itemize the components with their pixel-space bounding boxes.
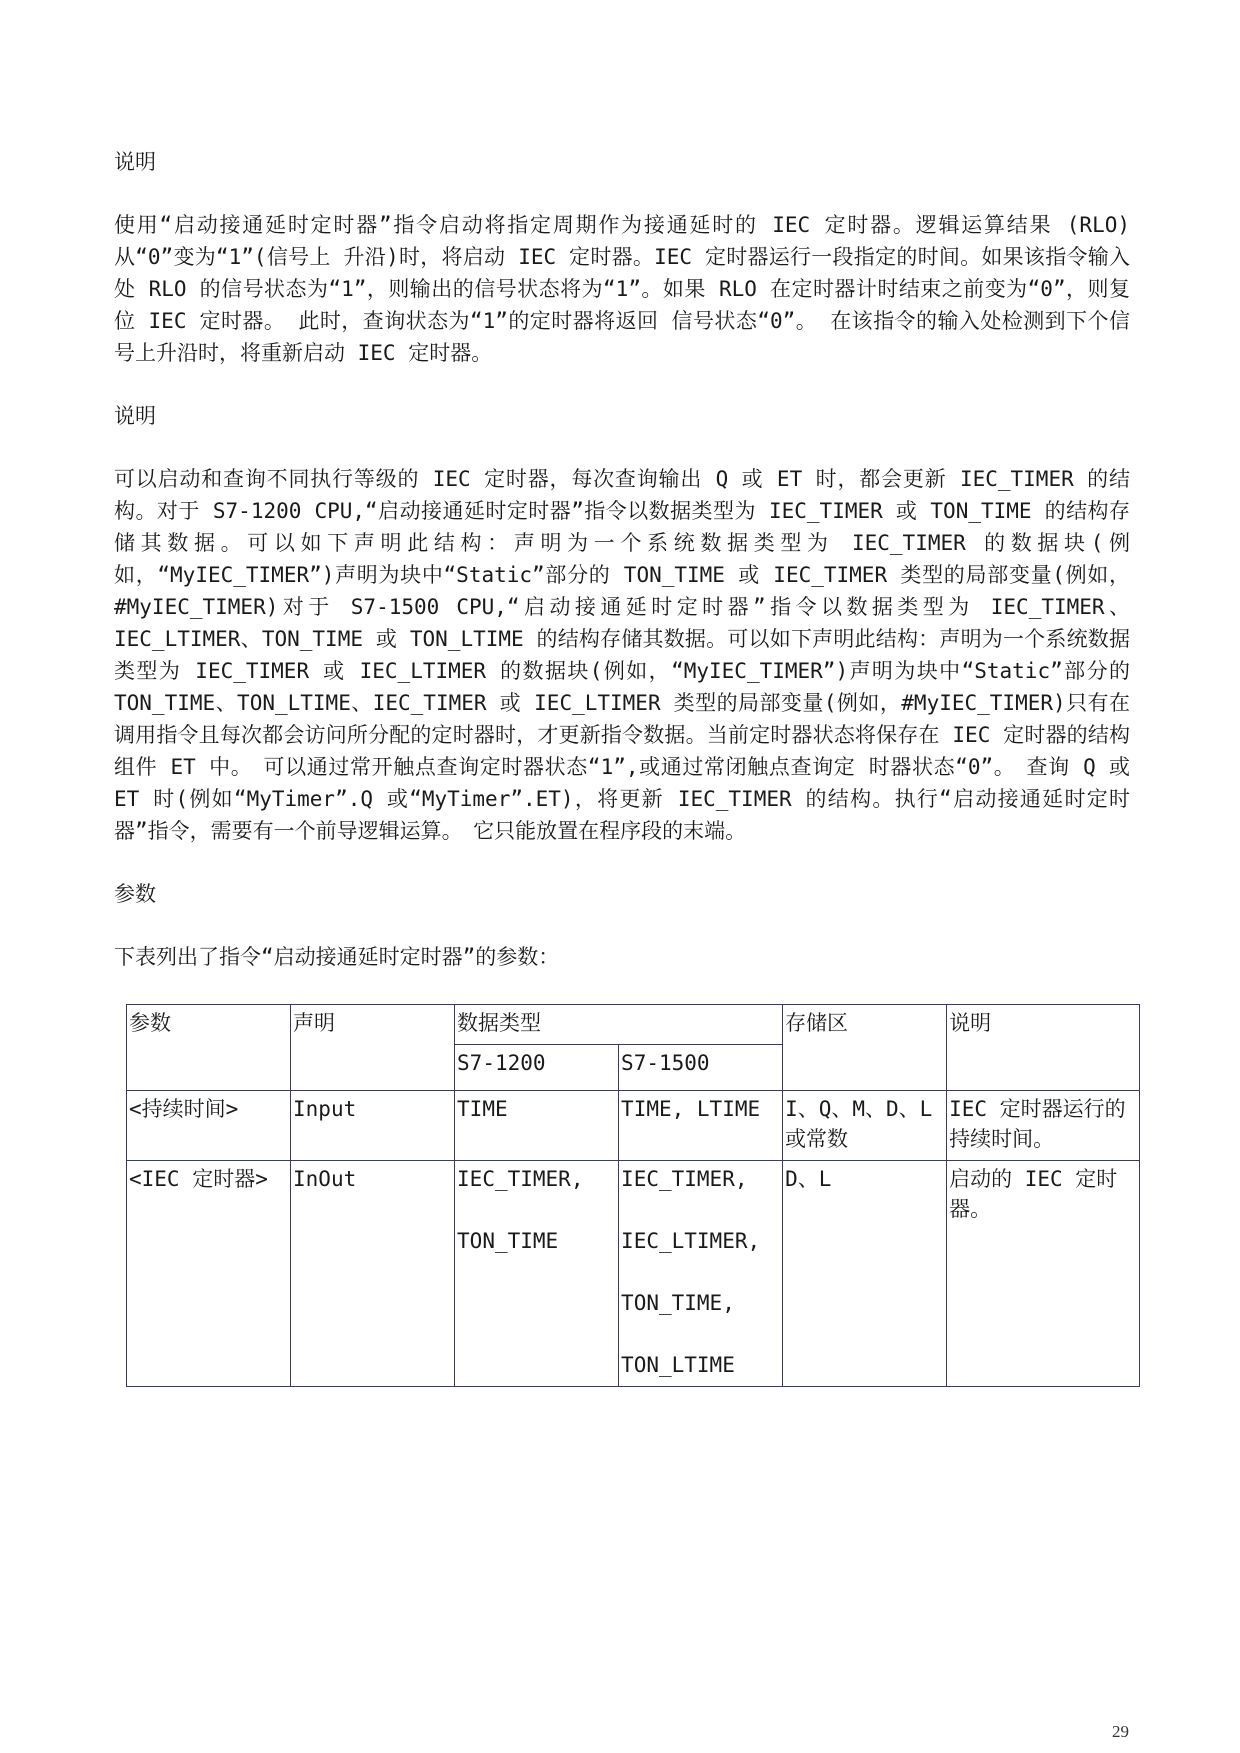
table-row [127,1161,1140,1387]
cell-line: IEC_TIMER, [621,1167,748,1191]
section-heading-parameters: 参数 [114,882,156,906]
cell-line: TON_LTIME [621,1353,735,1377]
page-number: 29 [1112,1722,1129,1741]
cell-s7-1500 [619,1091,783,1161]
cell-param: <IEC 定时器> [127,1161,291,1387]
header-param: 参数 [127,1005,291,1091]
header-s7-1500: S7-1500 [619,1045,783,1091]
header-s7-1200: S7-1200 [455,1045,619,1091]
cell-declaration: InOut [291,1161,455,1387]
cell-description: 启动的 IEC 定时器。 [947,1161,1140,1387]
cell-description: IEC 定时器运行的持续时间。 [947,1091,1140,1161]
cell-line: TON_TIME [457,1229,559,1253]
cell-s7-1200 [455,1161,619,1387]
header-declaration: 声明 [291,1005,455,1091]
cell-line: TON_TIME, [621,1291,735,1315]
header-memory-area: 存储区 [783,1005,947,1091]
paragraph-ton-overview: 使用“启动接通延时定时器”指令启动将指定周期作为接通延时的 IEC 定时器。逻辑运算结果 (RLO) 从“0”变为“1”(信号上 升沿)时，将启动 IEC 定时器。IEC 定时器运行一段指定的时间。如果该指令输入处 RLO 的信号状态为“1”，则输出的信号状态将为“1”。如果 RLO 在定时器计时结束之前变为“0”，则复位 IEC 定时器。 此时，查询状态为“1”的定时器将返回 信号状态“0”。 在该指令的输入处检测到下个信号上升沿时，将重新启动 IEC 定时器。 [114,213,1130,365]
header-data-type: 数据类型 [455,1005,783,1045]
cell-declaration: Input [291,1091,455,1161]
cell-line: IEC_TIMER, [457,1167,584,1191]
cell-line: TIME, LTIME [621,1097,761,1121]
cell-line: TIME [457,1097,508,1121]
section-heading-description-1: 说明 [114,150,156,174]
document-page [114,146,1130,1387]
paragraph-table-intro: 下表列出了指令“启动接通延时定时器”的参数： [114,945,560,969]
cell-memory-area: I、Q、M、D、L 或常数 [783,1091,947,1161]
section-heading-description-2: 说明 [114,404,156,428]
paragraph-iec-timer-structure: 可以启动和查询不同执行等级的 IEC 定时器，每次查询输出 Q 或 ET 时，都会更新 IEC_TIMER 的结构。对于 S7-1200 CPU,“启动接通延时定时器”指令以数据类型为 IEC_TIMER 或 TON_TIME 的结构存储其数据。可以如下声明此结构：声明为一个系统数据类型为 IEC_TIMER 的数据块(例如，“MyIEC_TIMER”)声明为块中“Static”部分的 TON_TIME 或 IEC_TIMER 类型的局部变量(例如，#MyIEC_TIMER)对于 S7-1500 CPU,“启动接通延时定时器”指令以数据类型为 IEC_TIMER、IEC_LTIMER、TON_TIME 或 TON_LTIME 的结构存储其数据。可以如下声明此结构：声明为一个系统数据类型为 IEC_TIMER 或 IEC_LTIMER 的数据块(例如，“MyIEC_TIMER”)声明为块中“Static”部分的 TON_TIME、TON_LTIME、IEC_TIMER 或 IEC_LTIMER 类型的局部变量(例如，#MyIEC_TIMER)只有在调用指令且每次都会访问所分配的定时器时，才更新指令数据。当前定时器状态将保存在 IEC 定时器的结构组件 ET 中。 可以通过常开触点查询定时器状态“1”,或通过常闭触点查询定 时器状态“0”。 查询 Q 或 ET 时(例如“MyTimer”.Q 或“MyTimer”.ET)，将更新 IEC_TIMER 的结构。执行“启动接通延时定时器”指令，需要有一个前导逻辑运算。 它只能放置在程序段的末端。 [114,467,1130,843]
table-header-row [127,1005,1140,1045]
cell-param: <持续时间> [127,1091,291,1161]
cell-memory-area: D、L [783,1161,947,1387]
header-description: 说明 [947,1005,1140,1091]
cell-line: IEC_LTIMER, [621,1229,761,1253]
table-row [127,1091,1140,1161]
cell-s7-1200 [455,1091,619,1161]
parameters-table [126,1004,1140,1387]
cell-s7-1500 [619,1161,783,1387]
